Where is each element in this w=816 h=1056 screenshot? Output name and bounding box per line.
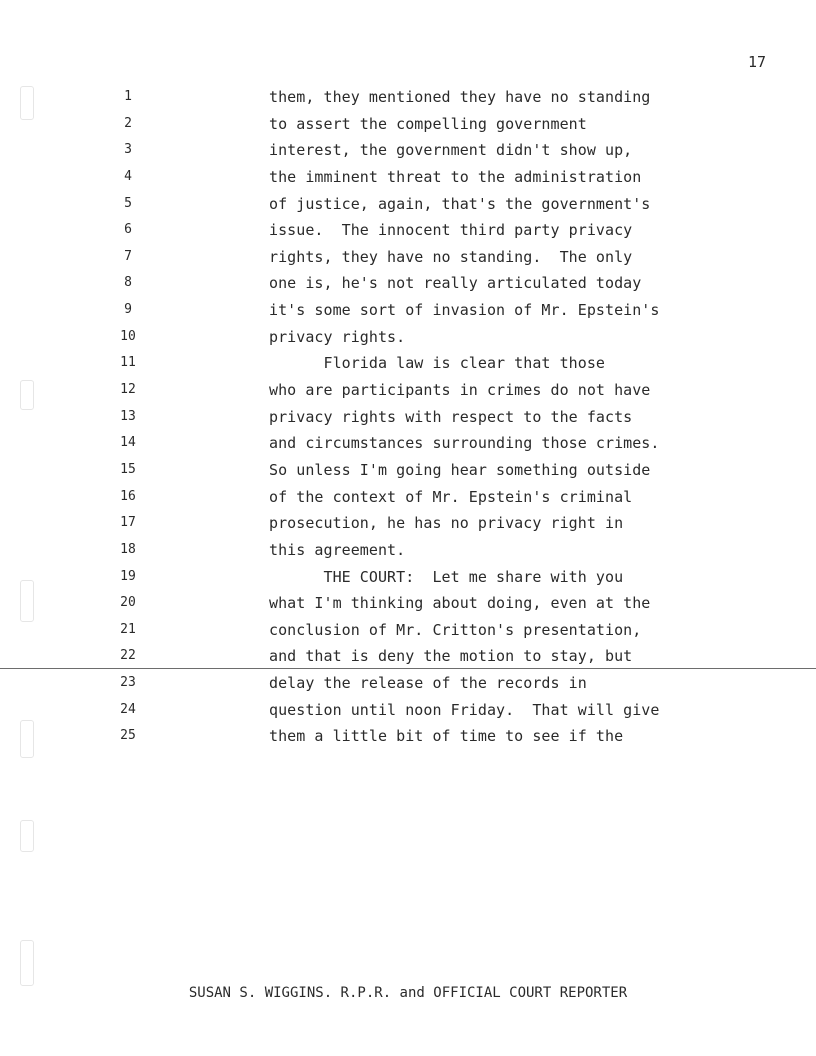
line-number: 3: [124, 142, 132, 158]
page-number: 17: [747, 53, 766, 71]
transcript-line: [0, 617, 816, 644]
transcript-line: [0, 590, 816, 617]
line-text: prosecution, he has no privacy right in: [269, 514, 624, 533]
transcript-line: [0, 270, 816, 297]
line-text: of justice, again, that's the government's: [269, 194, 651, 213]
line-text: question until noon Friday. That will give: [269, 700, 660, 719]
court-reporter-footer: SUSAN S. WIGGINS. R.P.R. and OFFICIAL COURT REPORTER: [188, 985, 628, 1001]
transcript-line: [0, 484, 816, 511]
transcript-line: [0, 643, 816, 670]
line-number: 18: [120, 541, 136, 557]
line-number: 20: [120, 595, 136, 611]
line-text: them a little bit of time to see if the: [269, 727, 624, 746]
line-number: 10: [120, 328, 136, 344]
line-number: 6: [124, 222, 132, 238]
line-text: Florida law is clear that those: [269, 354, 605, 373]
line-number: 2: [124, 115, 132, 131]
line-number: 17: [120, 515, 136, 531]
scan-mark: [20, 940, 34, 986]
line-number: 12: [120, 382, 136, 398]
line-text: privacy rights.: [269, 327, 406, 346]
line-number: 7: [124, 248, 132, 264]
line-number: 23: [120, 675, 136, 691]
line-text: So unless I'm going hear something outside: [269, 460, 651, 479]
line-number: 14: [120, 435, 136, 451]
transcript-line: [0, 377, 816, 404]
line-number: 4: [124, 168, 132, 184]
transcript-line: [0, 350, 816, 377]
line-text: one is, he's not really articulated today: [269, 274, 642, 293]
line-text: issue. The innocent third party privacy: [269, 221, 633, 240]
line-number: 9: [124, 302, 132, 318]
line-text: the imminent threat to the administration: [269, 167, 642, 186]
transcript-line: [0, 723, 816, 750]
line-number: 21: [120, 621, 136, 637]
line-text: who are participants in crimes do not have: [269, 381, 651, 400]
line-number: 24: [120, 701, 136, 717]
line-text: and that is deny the motion to stay, but: [269, 647, 633, 666]
line-text: THE COURT: Let me share with you: [269, 567, 624, 586]
transcript-line: [0, 670, 816, 697]
transcript-line: [0, 84, 816, 111]
transcript-line: [0, 457, 816, 484]
transcript-line: [0, 697, 816, 724]
transcript-line: [0, 324, 816, 351]
line-number: 19: [120, 568, 136, 584]
line-text: and circumstances surrounding those crimes.: [269, 434, 660, 453]
transcript-line: [0, 297, 816, 324]
line-text: rights, they have no standing. The only: [269, 247, 633, 266]
line-text: of the context of Mr. Epstein's criminal: [269, 487, 633, 506]
transcript-line: [0, 217, 816, 244]
line-text: what I'm thinking about doing, even at the: [269, 594, 651, 613]
transcript-line: [0, 510, 816, 537]
transcript-line: [0, 191, 816, 218]
transcript-line: [0, 537, 816, 564]
line-number: 13: [120, 408, 136, 424]
transcript-body: [0, 84, 816, 750]
line-number: 16: [120, 488, 136, 504]
line-number: 25: [120, 728, 136, 744]
line-number: 1: [124, 89, 132, 104]
line-number: 15: [120, 461, 136, 477]
line-number: 5: [124, 195, 132, 211]
transcript-line: [0, 404, 816, 431]
line-text: them, they mentioned they have no standing: [269, 88, 651, 106]
line-number: 22: [120, 648, 136, 664]
transcript-line: [0, 430, 816, 457]
line-text: to assert the compelling government: [269, 114, 587, 133]
line-number: 11: [120, 355, 136, 371]
transcript-line: [0, 137, 816, 164]
line-text: privacy rights with respect to the facts: [269, 407, 633, 426]
line-number: 8: [124, 275, 132, 291]
line-text: conclusion of Mr. Critton's presentation,: [269, 620, 642, 639]
transcript-line: [0, 164, 816, 191]
line-text: it's some sort of invasion of Mr. Epstein's: [269, 301, 660, 320]
transcript-line: [0, 111, 816, 138]
line-text: delay the release of the records in: [269, 674, 587, 693]
line-text: interest, the government didn't show up,: [269, 141, 633, 160]
line-text: this agreement.: [269, 540, 406, 559]
transcript-line: [0, 564, 816, 591]
scan-mark: [20, 820, 34, 852]
transcript-line: [0, 244, 816, 271]
